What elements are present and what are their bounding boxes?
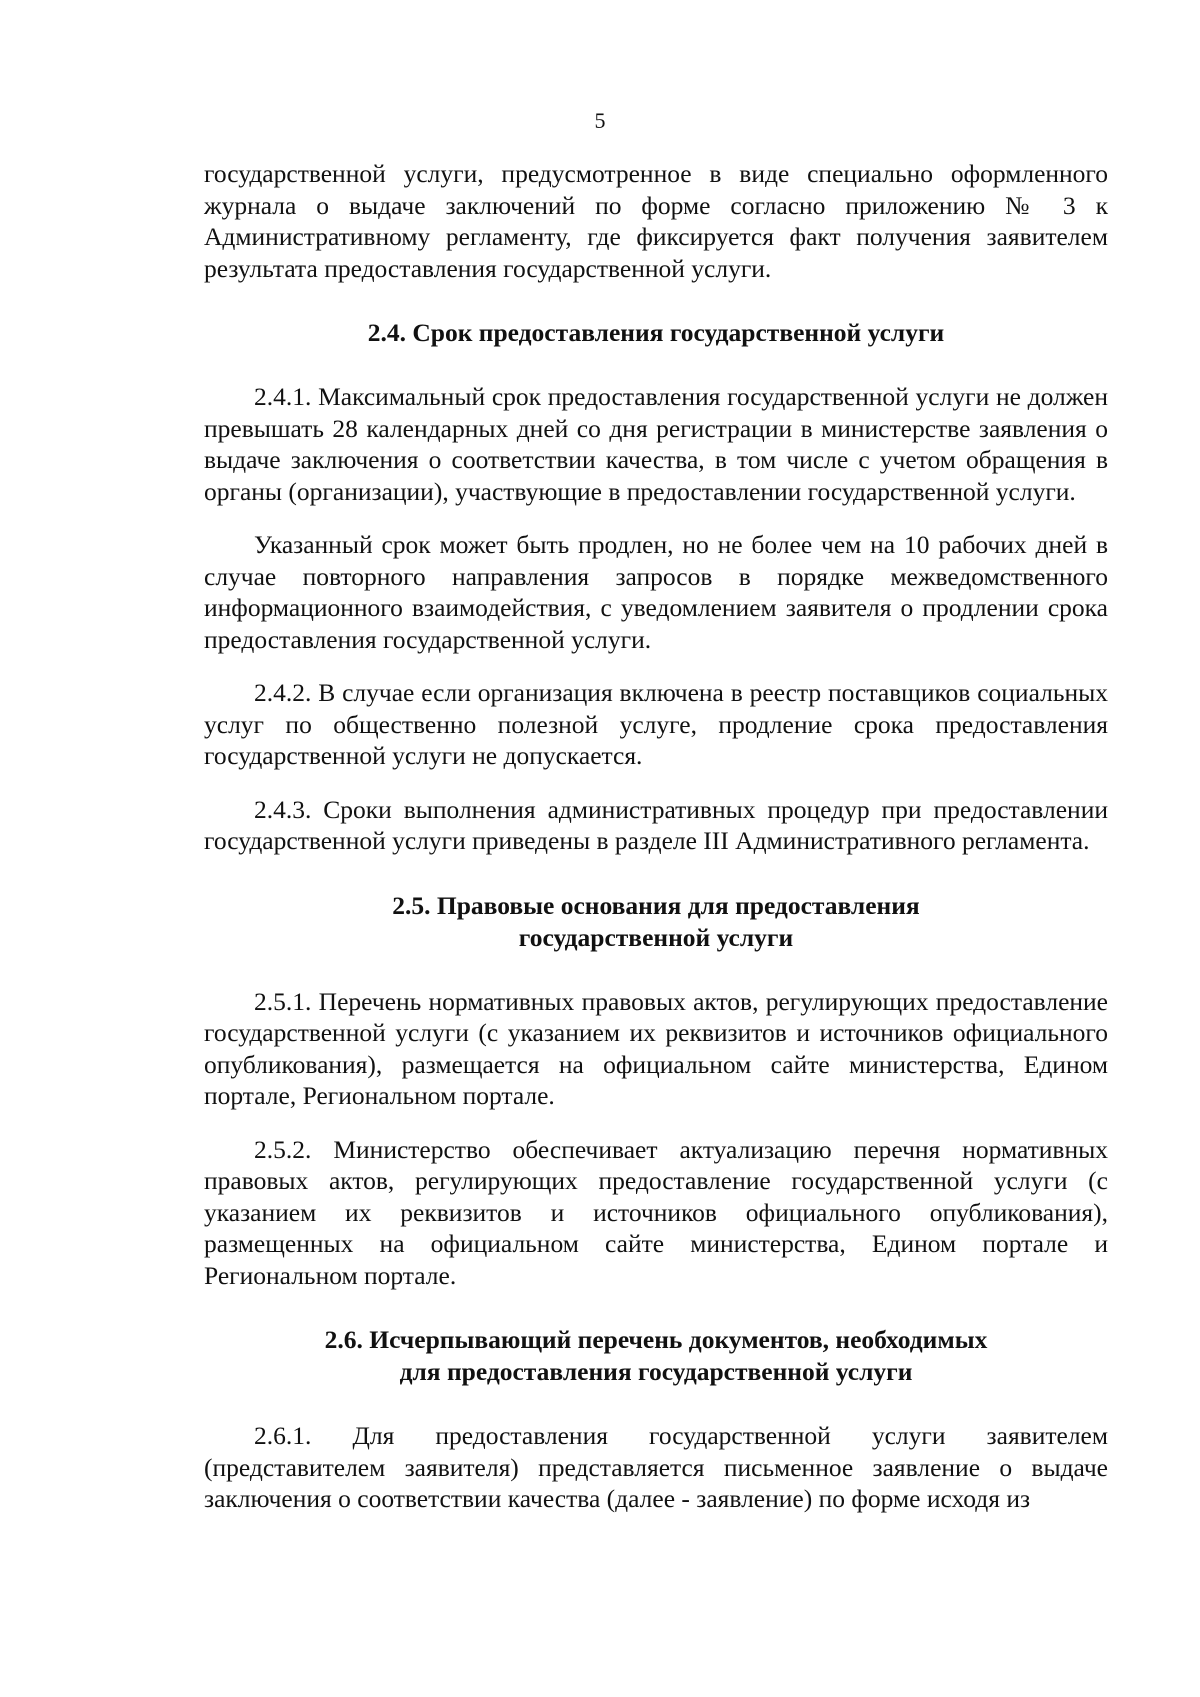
paragraph-extension: Указанный срок может быть продлен, но не более чем на 10 рабочих дней в случае повторного направления запросов в порядке межведомственного информационного взаимодействия, с уведомлением заявителя о продлении срока предоставления государственной услуги. <box>204 530 1108 654</box>
heading-line: 2.5. Правовые основания для предоставления <box>392 890 920 920</box>
paragraph-2-4-2: 2.4.2. В случае если организация включена в реестр поставщиков социальных услуг по общественно полезной услуге, продление срока предоставления государственной услуги не допускается. <box>204 678 1108 770</box>
heading-line: государственной услуги <box>518 922 794 952</box>
document-body <box>204 158 1108 1515</box>
paragraph-2-5-2: 2.5.2. Министерство обеспечивает актуализацию перечня нормативных правовых актов, регулирующих предоставление государственной услуги (с указанием их реквизитов и источников официального опубликования), размещенных на официальном сайте министерства, Едином портале и Региональном портале. <box>204 1134 1108 1290</box>
section-heading-2-5 <box>204 890 1108 954</box>
page-number: 5 <box>594 108 606 133</box>
paragraph-2-5-1: 2.5.1. Перечень нормативных правовых актов, регулирующих предоставление государственной услуги (с указанием их реквизитов и источников официального опубликования), размещается на официальном сайте министерства, Едином портале, Региональном портале. <box>204 986 1108 1110</box>
heading-line: 2.6. Исчерпывающий перечень документов, необходимых <box>324 1325 988 1354</box>
paragraph-2-6-1: 2.6.1. Для предоставления государственной услуги заявителем (представителем заявителя) представляется письменное заявление о выдаче заключения о соответствии качества (далее - заявление) по форме исходя из <box>204 1421 1108 1513</box>
paragraph-2-4-3: 2.4.3. Сроки выполнения административных процедур при предоставлении государственной услуги приведены в разделе III Административного регламента. <box>204 794 1108 855</box>
section-heading-2-4 <box>204 317 1108 349</box>
paragraph-continuation: государственной услуги, предусмотренное в виде специально оформленного журнала о выдаче заключений по форме согласно приложению № 3 к Административному регламенту, где фиксируется факт получения заявителем результата предоставления государственной услуги. <box>204 159 1108 283</box>
heading-line: 2.4. Срок предоставления государственной услуги <box>367 318 945 347</box>
section-heading-2-6 <box>204 1324 1108 1388</box>
heading-line: для предоставления государственной услуги <box>399 1357 913 1386</box>
paragraph-2-4-1: 2.4.1. Максимальный срок предоставления государственной услуги не должен превышать 28 календарных дней со дня регистрации в министерстве заявления о выдаче заключения о соответствии качества, в том числе с учетом обращения в органы (организации), участвующие в предоставлении государственной услуги. <box>204 382 1108 506</box>
